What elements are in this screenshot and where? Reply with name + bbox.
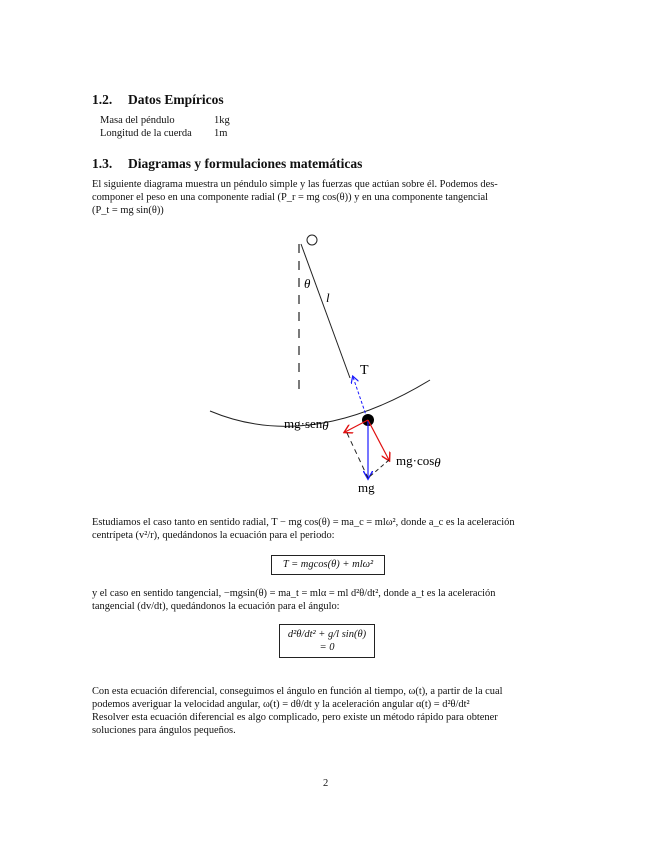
equation-box-angle (279, 624, 375, 658)
weight-sin-label: mg·senθ (284, 416, 329, 433)
section-heading-1-2 (92, 92, 224, 108)
data-label: Longitud de la cuerda (100, 128, 192, 139)
radial-component-arrow (368, 420, 389, 460)
data-label: Masa del péndulo (100, 115, 175, 126)
data-row (100, 128, 300, 141)
theta-label: θ (304, 276, 311, 291)
intro-line: componer el peso en una componente radial (P_r = mg cos(θ)) y en una componente tangencial (92, 192, 489, 203)
intro-line: El siguiente diagrama muestra un péndulo simple y las fuerzas que actúan sobre él. Podemos des- (92, 179, 498, 190)
tangential-line: tangencial (dv/dt), quedándonos la ecuación para el ángulo: (92, 601, 340, 612)
weight-label: mg (358, 480, 375, 495)
data-row (100, 115, 300, 128)
component-guide-line (347, 433, 368, 478)
data-table (100, 115, 300, 141)
intro-paragraph (92, 178, 562, 217)
equation-period: T = mgcos(θ) + mlω² (282, 559, 374, 570)
conclusion-line: podemos averiguar la velocidad angular, ω(t) = dθ/dt y la aceleración angular α(t) = d²θ/dt² (92, 699, 470, 710)
radial-line: centrípeta (v²/r), quedándonos la ecuación para el periodo: (92, 530, 335, 541)
data-value: 1kg (214, 115, 230, 126)
tangential-paragraph (92, 587, 562, 613)
pendulum-diagram (200, 228, 460, 500)
conclusion-line: Con esta ecuación diferencial, conseguimos el ángulo en función al tiempo, ω(t), a partir de la cual (92, 686, 503, 697)
tension-label: T (360, 363, 369, 378)
tension-arrow (353, 377, 367, 418)
conclusion-line: soluciones para ángulos pequeños. (92, 725, 236, 736)
section-number: 1.3. (92, 156, 113, 171)
page-number: 2 (323, 778, 329, 789)
section-number: 1.2. (92, 92, 113, 107)
tangential-line: y el caso en sentido tangencial, −mgsin(θ) = ma_t = mlα = ml d²θ/dt², donde a_t es la aceleración (92, 588, 496, 599)
data-value: 1m (214, 128, 228, 139)
tangential-component-arrow (345, 420, 368, 432)
intro-line: (P_t = mg sin(θ)) (92, 205, 164, 216)
length-label: l (326, 290, 330, 305)
section-title: Datos Empíricos (128, 92, 224, 107)
pendulum-string (301, 244, 350, 378)
component-guide-line (368, 460, 389, 478)
radial-line: Estudiamos el caso tanto en sentido radial, T − mg cos(θ) = ma_c = mlω², donde a_c es la aceleración (92, 517, 515, 528)
conclusion-paragraph (92, 685, 562, 737)
equation-box-period (271, 555, 385, 575)
section-heading-1-3 (92, 156, 362, 172)
weight-cos-label: mg·cosθ (396, 453, 441, 470)
conclusion-line: Resolver esta ecuación diferencial es algo complicado, pero existe un método rápido para obtener (92, 712, 498, 723)
equation-angle: d²θ/dt² + g/l sin(θ) = 0 (287, 629, 367, 653)
section-title: Diagramas y formulaciones matemáticas (128, 156, 363, 171)
pivot-icon (307, 235, 317, 245)
radial-paragraph (92, 516, 562, 542)
